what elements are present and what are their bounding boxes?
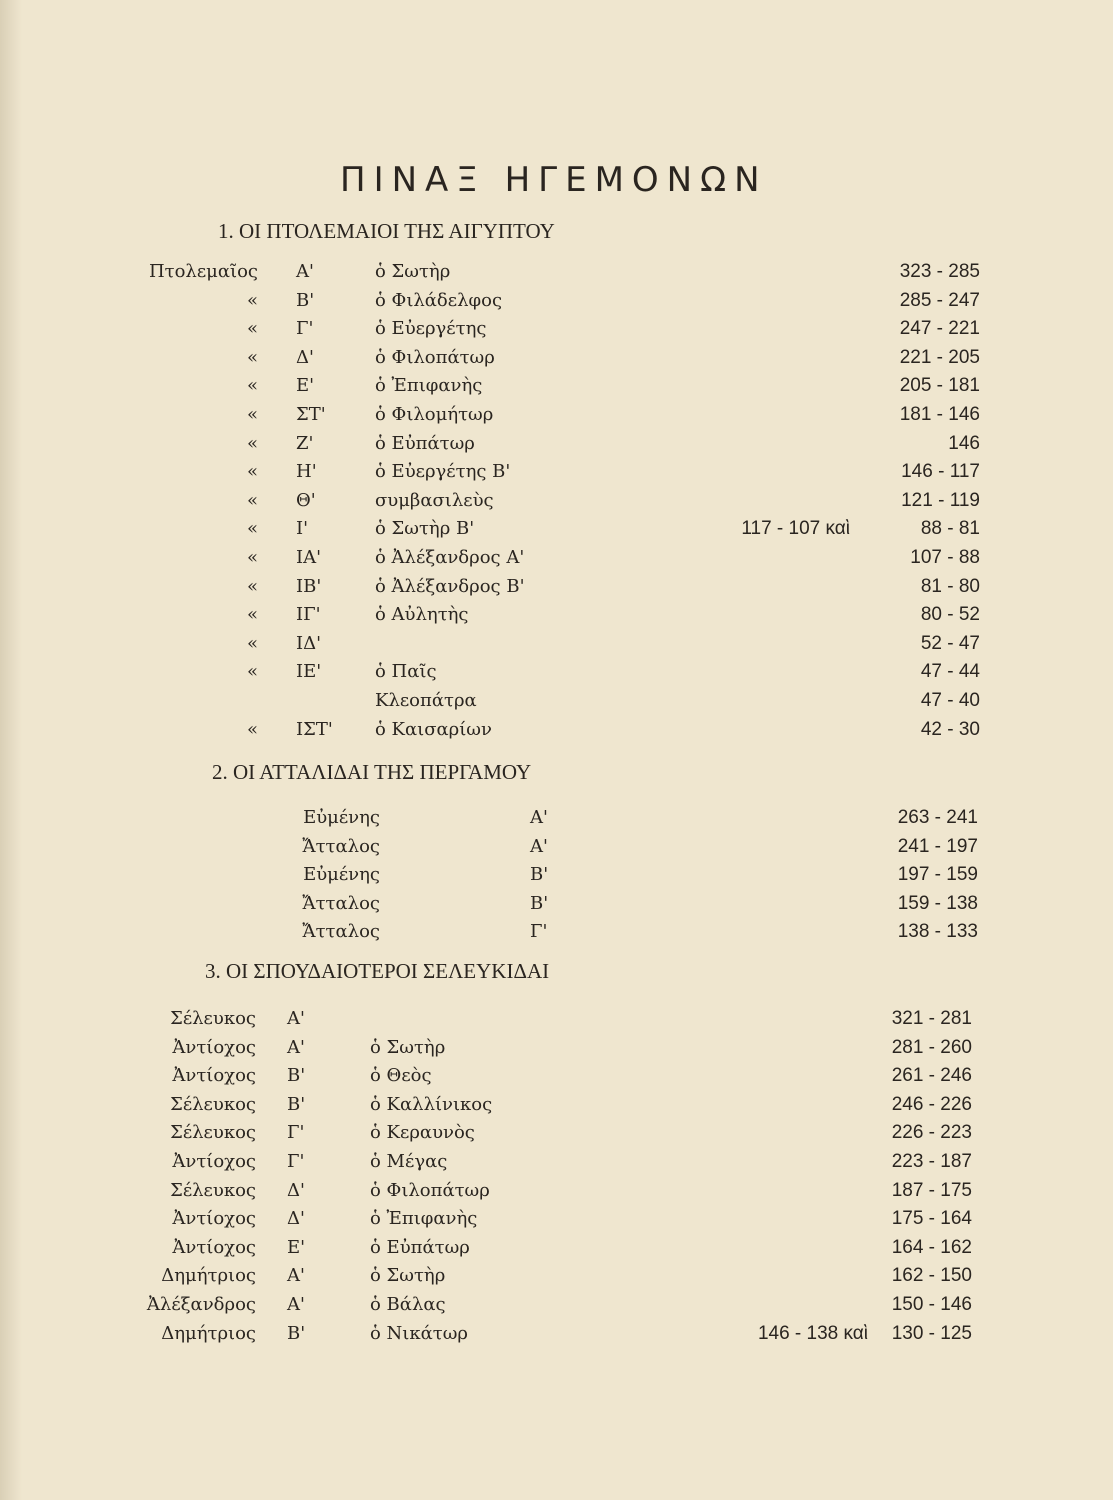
reign-years: 285 - 247 — [899, 289, 980, 311]
ruler-epithet: ὁ Ἀλέξανδρος Β' — [375, 575, 525, 597]
ruler-name: Δημήτριος — [161, 1265, 256, 1287]
ruler-epithet: ὁ Εὐεργέτης Β' — [375, 461, 511, 483]
ruler-ordinal: Α' — [296, 261, 314, 282]
ruler-ordinal: Γ' — [287, 1151, 305, 1172]
ruler-ordinal: Β' — [530, 864, 549, 886]
table-row — [0, 1062, 1113, 1090]
table-row — [0, 687, 1113, 715]
table-row — [0, 458, 1113, 486]
reign-years: 130 - 125 — [891, 1322, 972, 1344]
ruler-ordinal: ΣΤ' — [296, 404, 326, 425]
ruler-name: « — [246, 661, 258, 683]
ruler-epithet: ὁ Εὐεργέτης — [375, 318, 487, 340]
ruler-epithet: ὁ Σωτὴρ — [370, 1265, 446, 1287]
ruler-name: « — [246, 375, 258, 397]
ruler-ordinal: Β' — [287, 1093, 306, 1115]
reign-years: 47 - 40 — [920, 690, 980, 711]
reign-years: 263 - 241 — [897, 807, 978, 828]
reign-years: 146 — [948, 432, 980, 454]
reign-years: 121 - 119 — [901, 489, 980, 511]
reign-years: 323 - 285 — [899, 261, 980, 282]
table-row — [0, 1034, 1113, 1062]
reign-years: 162 - 150 — [891, 1265, 972, 1287]
ruler-epithet: ὁ Καισαρίων — [375, 718, 492, 740]
ruler-ordinal: Α' — [287, 1036, 305, 1058]
ruler-name: « — [246, 346, 258, 368]
reign-years: 221 - 205 — [899, 346, 980, 368]
ruler-ordinal: Δ' — [296, 346, 314, 368]
ruler-epithet: ὁ Φιλομήτωρ — [375, 404, 494, 425]
ruler-name: Σέλευκος — [170, 1008, 256, 1029]
ruler-name: Σέλευκος — [170, 1093, 256, 1115]
ruler-name: « — [246, 404, 258, 425]
reign-years: 164 - 162 — [891, 1236, 972, 1258]
ruler-epithet: ὁ Μέγας — [370, 1151, 448, 1172]
reign-years: 138 - 133 — [897, 921, 978, 943]
ruler-name: Εὐμένης — [303, 807, 380, 828]
ruler-name: Σέλευκος — [170, 1179, 256, 1201]
ruler-name: « — [246, 547, 258, 568]
ruler-ordinal: Α' — [530, 835, 548, 857]
ruler-name: Ἄτταλος — [302, 892, 380, 914]
table-row — [0, 1291, 1113, 1319]
ruler-name: Ἀντίοχος — [172, 1208, 256, 1230]
table-row — [0, 1177, 1113, 1205]
ruler-ordinal: Δ' — [287, 1179, 305, 1201]
ruler-name: Ἀλέξανδρος — [146, 1294, 256, 1315]
ruler-ordinal: Α' — [530, 807, 548, 828]
reign-years: 107 - 88 — [910, 547, 980, 568]
ruler-ordinal: Β' — [530, 892, 549, 914]
ruler-ordinal: Ε' — [296, 375, 315, 397]
ruler-ordinal: Γ' — [287, 1122, 305, 1144]
ruler-epithet: ὁ Βάλας — [370, 1294, 446, 1315]
table-row — [0, 890, 1113, 918]
ruler-ordinal: Ι' — [296, 518, 309, 540]
ruler-ordinal: Ζ' — [296, 432, 314, 454]
table-row — [0, 344, 1113, 372]
ruler-epithet: ὁ Σωτὴρ Β' — [375, 518, 475, 540]
ruler-epithet: ὁ Φιλοπάτωρ — [370, 1179, 490, 1201]
ruler-ordinal: Δ' — [287, 1208, 305, 1230]
ruler-epithet: ὁ Ἐπιφανὴς — [375, 375, 483, 397]
table-row — [0, 315, 1113, 343]
reign-years: 247 - 221 — [899, 318, 980, 340]
ruler-epithet: ὁ Σωτὴρ — [370, 1036, 446, 1058]
ruler-ordinal: ΙΕ' — [296, 661, 322, 683]
table-row — [0, 1119, 1113, 1147]
reign-years: 88 - 81 — [920, 518, 980, 540]
reign-years: 246 - 226 — [891, 1093, 972, 1115]
table-row — [0, 833, 1113, 861]
reign-years: 223 - 187 — [891, 1151, 972, 1172]
reign-years: 175 - 164 — [891, 1208, 972, 1230]
ruler-name: Ἄτταλος — [302, 835, 380, 857]
reign-years-extra: 146 - 138 καὶ — [757, 1322, 868, 1344]
reign-years: 47 - 44 — [920, 661, 980, 683]
ruler-epithet: ὁ Θεὸς — [370, 1065, 432, 1087]
reign-years: 197 - 159 — [897, 864, 978, 886]
reign-years: 81 - 80 — [920, 575, 980, 597]
table-row — [0, 601, 1113, 629]
ruler-epithet: ὁ Φιλάδελφος — [375, 289, 503, 311]
ruler-name: Ἀντίοχος — [172, 1036, 256, 1058]
ruler-ordinal: ΙΓ' — [296, 604, 321, 626]
ruler-ordinal: ΙΒ' — [296, 575, 322, 597]
table-row — [0, 1005, 1113, 1033]
ruler-name: « — [246, 289, 258, 311]
ruler-name: Ἀντίοχος — [172, 1236, 256, 1258]
section-heading: 3. ΟΙ ΣΠΟΥΔΑΙΟΤΕΡΟΙ ΣΕΛΕΥΚΙΔΑΙ — [205, 959, 550, 983]
section-heading: 2. ΟΙ ΑΤΤΑΛΙΔΑΙ ΤΗΣ ΠΕΡΓΑΜΟΥ — [212, 760, 532, 784]
ruler-ordinal: Β' — [296, 289, 315, 311]
ruler-name: « — [246, 461, 258, 483]
table-row — [0, 1262, 1113, 1290]
section-heading: 1. ΟΙ ΠΤΟΛΕΜΑΙΟΙ ΤΗΣ ΑΙΓΥΠΤΟΥ — [218, 219, 555, 243]
ruler-name: « — [246, 575, 258, 597]
ruler-epithet: ὁ Εὐπάτωρ — [370, 1236, 470, 1258]
ruler-epithet: ὁ Φιλοπάτωρ — [375, 346, 495, 368]
table-row — [0, 918, 1113, 946]
table-row — [0, 287, 1113, 315]
reign-years: 159 - 138 — [897, 892, 978, 914]
ruler-epithet: ὁ Παῖς — [375, 661, 437, 683]
reign-years: 181 - 146 — [899, 404, 980, 425]
ruler-ordinal: Β' — [287, 1322, 306, 1344]
reign-years: 187 - 175 — [891, 1179, 972, 1201]
ruler-name: « — [246, 718, 258, 740]
ruler-ordinal: Α' — [287, 1294, 305, 1315]
page-title: ΠΙΝΑΞ ΗΓΕΜΟΝΩΝ — [340, 160, 768, 200]
ruler-name: « — [246, 318, 258, 340]
ruler-name: « — [246, 604, 258, 626]
table-row — [0, 658, 1113, 686]
table-row — [0, 630, 1113, 658]
ruler-name: Ἀντίοχος — [172, 1065, 256, 1087]
ruler-name: Ἄτταλος — [302, 921, 380, 943]
reign-years: 321 - 281 — [891, 1008, 972, 1029]
table-row — [0, 804, 1113, 832]
reign-years: 205 - 181 — [899, 375, 980, 397]
ruler-name: Σέλευκος — [170, 1122, 256, 1144]
table-row — [0, 716, 1113, 744]
table-row — [0, 372, 1113, 400]
ruler-ordinal: Α' — [287, 1265, 305, 1287]
ruler-epithet: συμβασιλεὺς — [375, 489, 494, 511]
table-row — [0, 487, 1113, 515]
ruler-epithet: ὁ Εὐπάτωρ — [375, 432, 475, 454]
ruler-name: « — [246, 632, 258, 654]
ruler-epithet: Κλεοπάτρα — [375, 690, 477, 711]
ruler-ordinal: ΙΔ' — [296, 632, 322, 654]
ruler-name: Εὐμένης — [303, 864, 380, 886]
ruler-name: « — [246, 432, 258, 454]
table-row — [0, 430, 1113, 458]
reign-years: 80 - 52 — [920, 604, 980, 626]
reign-years: 281 - 260 — [891, 1036, 972, 1058]
ruler-epithet: ὁ Καλλίνικος — [370, 1093, 493, 1115]
ruler-ordinal: Β' — [287, 1065, 306, 1087]
table-row — [0, 258, 1113, 286]
ruler-name: Ἀντίοχος — [172, 1151, 256, 1172]
ruler-name: Δημήτριος — [161, 1322, 256, 1344]
reign-years: 146 - 117 — [901, 461, 980, 483]
ruler-epithet: ὁ Ἀλέξανδρος Α' — [375, 547, 525, 568]
ruler-ordinal: ΙΑ' — [296, 547, 322, 568]
table-row — [0, 515, 1113, 543]
reign-years: 42 - 30 — [920, 718, 980, 740]
ruler-epithet: ὁ Σωτὴρ — [375, 261, 451, 282]
table-row — [0, 573, 1113, 601]
reign-years: 241 - 197 — [897, 835, 978, 857]
table-row — [0, 401, 1113, 429]
ruler-name: « — [246, 489, 258, 511]
ruler-epithet: ὁ Αὐλητὴς — [375, 604, 469, 626]
table-row — [0, 1205, 1113, 1233]
ruler-ordinal: Α' — [287, 1008, 305, 1029]
ruler-ordinal: Η' — [296, 461, 317, 483]
reign-years: 226 - 223 — [891, 1122, 972, 1144]
ruler-ordinal: Γ' — [530, 921, 548, 943]
reign-years: 150 - 146 — [891, 1294, 972, 1315]
ruler-ordinal: ΙΣΤ' — [296, 718, 333, 740]
ruler-ordinal: Θ' — [296, 489, 316, 511]
table-row — [0, 1091, 1113, 1119]
ruler-epithet: ὁ Ἐπιφανὴς — [370, 1208, 478, 1230]
reign-years-extra: 117 - 107 καὶ — [741, 518, 850, 540]
ruler-ordinal: Ε' — [287, 1236, 306, 1258]
table-row — [0, 1148, 1113, 1176]
ruler-epithet: ὁ Νικάτωρ — [370, 1322, 468, 1344]
table-row — [0, 861, 1113, 889]
reign-years: 261 - 246 — [891, 1065, 972, 1087]
table-row — [0, 1234, 1113, 1262]
ruler-epithet: ὁ Κεραυνὸς — [370, 1122, 475, 1144]
ruler-name: « — [246, 518, 258, 540]
table-row — [0, 544, 1113, 572]
ruler-name: Πτολεμαῖος — [148, 261, 258, 282]
ruler-ordinal: Γ' — [296, 318, 314, 340]
reign-years: 52 - 47 — [920, 632, 980, 654]
table-row — [0, 1320, 1113, 1348]
